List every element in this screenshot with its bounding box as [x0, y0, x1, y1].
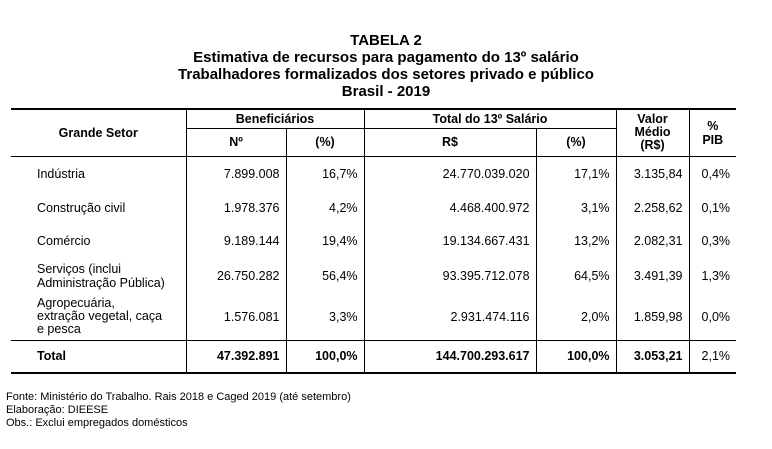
header-average-line1: Valor [637, 112, 668, 127]
table-row [11, 224, 736, 258]
row-pct-2: 17,1% [536, 156, 616, 191]
data-table [11, 108, 736, 374]
row-sector: Comércio [11, 224, 186, 258]
row-number: 26.750.282 [186, 258, 286, 294]
header-pct-2: (%) [536, 128, 616, 156]
row-number: 9.189.144 [186, 224, 286, 258]
header-beneficiaries: Beneficiários [186, 109, 364, 128]
row-number: 7.899.008 [186, 156, 286, 191]
header-pct: (%) [286, 128, 364, 156]
total-number: 47.392.891 [186, 340, 286, 373]
total-row [11, 340, 736, 373]
table-title-block [0, 32, 772, 100]
row-pct: 19,4% [286, 224, 364, 258]
header-average-value [616, 109, 689, 156]
row-sector: Indústria [11, 156, 186, 191]
elaboration-note: Elaboração: DIEESE [6, 404, 109, 416]
row-pct: 56,4% [286, 258, 364, 294]
row-average: 3.135,84 [616, 156, 689, 191]
total-average: 3.053,21 [616, 340, 689, 373]
header-number: Nº [186, 128, 286, 156]
row-pct: 16,7% [286, 156, 364, 191]
total-pct-2: 100,0% [536, 340, 616, 373]
total-pib: 2,1% [689, 340, 736, 373]
row-total: 93.395.712.078 [364, 258, 536, 294]
table-row [11, 191, 736, 224]
row-pib: 1,3% [701, 269, 731, 283]
total-value: 144.700.293.617 [364, 340, 536, 373]
header-pib-line2: PIB [702, 132, 724, 147]
row-pib: 0,4% [701, 166, 731, 181]
row-average: 1.859,98 [616, 294, 689, 340]
row-sector: Agropecuária, extração vegetal, caça e pesca [11, 294, 186, 340]
table-row [11, 156, 736, 191]
table-subtitle: Trabalhadores formalizados dos setores privado e público [178, 66, 594, 83]
row-pct: 3,3% [286, 294, 364, 340]
row-total: 2.931.474.116 [364, 294, 536, 340]
header-pib-line1: % [707, 118, 719, 133]
row-pct-2: 3,1% [536, 191, 616, 224]
row-average: 2.258,62 [616, 191, 689, 224]
header-total-13: Total do 13º Salário [364, 109, 616, 128]
total-label: Total [11, 340, 186, 373]
total-pct: 100,0% [286, 340, 364, 373]
source-note: Fonte: Ministério do Trabalho. Rais 2018 e Caged 2019 (até setembro) [6, 391, 351, 403]
row-pct-2: 64,5% [536, 258, 616, 294]
row-total: 19.134.667.431 [364, 224, 536, 258]
header-sector: Grande Setor [11, 109, 186, 156]
row-average: 3.491,39 [616, 258, 689, 294]
header-pib [689, 109, 736, 156]
row-average: 2.082,31 [616, 224, 689, 258]
table-footer [6, 391, 351, 430]
table-number: TABELA 2 [350, 32, 422, 49]
row-sector: Construção civil [11, 191, 186, 224]
row-pib: 0,0% [689, 294, 736, 340]
row-pib: 0,3% [701, 234, 731, 248]
row-total: 4.468.400.972 [364, 191, 536, 224]
header-average-line3: (R$) [640, 138, 665, 153]
row-sector: Serviços (inclui Administração Pública) [11, 258, 186, 294]
row-pct: 4,2% [286, 191, 364, 224]
row-pct-2: 13,2% [536, 224, 616, 258]
row-total: 24.770.039.020 [364, 156, 536, 191]
table-row [11, 294, 736, 340]
table-region-year: Brasil - 2019 [341, 83, 431, 100]
table-row [11, 258, 736, 294]
observation-note: Obs.: Exclui empregados domésticos [6, 417, 188, 429]
table-title: Estimativa de recursos para pagamento do 13º salário [193, 49, 579, 66]
row-number: 1.576.081 [186, 294, 286, 340]
row-pct-2: 2,0% [536, 294, 616, 340]
row-pib: 0,1% [701, 200, 731, 215]
header-currency: R$ [364, 128, 536, 156]
header-average-line2: Médio [634, 125, 671, 140]
row-number: 1.978.376 [186, 191, 286, 224]
